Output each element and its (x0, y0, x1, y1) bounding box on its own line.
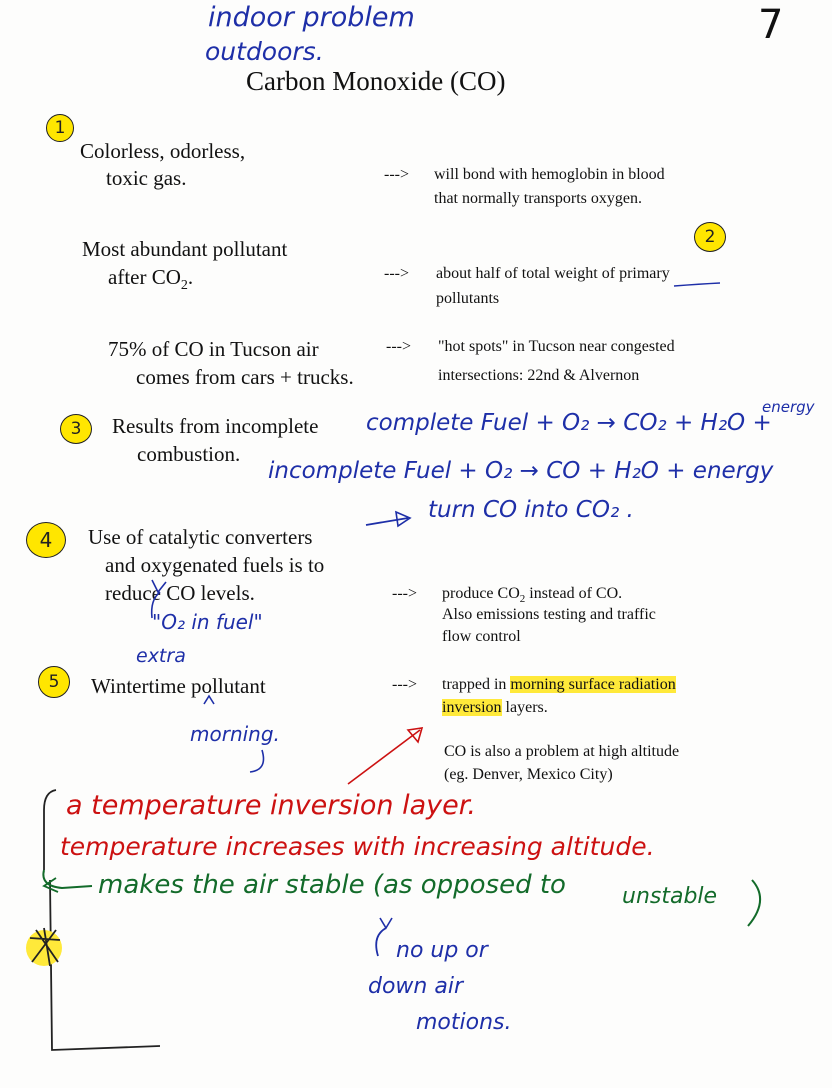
red-note-line2: temperature increases with increasing altitude. (60, 832, 655, 861)
s2-left-line2-sub: 2 (180, 278, 188, 294)
page-title: Carbon Monoxide (CO) (246, 66, 506, 96)
green-note-line: makes the air stable (as opposed to (98, 870, 566, 900)
s4-right-line1-end: instead of CO. (525, 585, 623, 602)
morning-hook (250, 750, 264, 772)
s5-right-pre: trapped in (442, 676, 511, 693)
s5-right-alt1: CO is also a problem at high altitude (444, 743, 680, 760)
s3-hand-complete: complete Fuel + O₂ → CO₂ + H₂O + (366, 410, 772, 436)
caret-morning (204, 696, 214, 704)
blue-note-2: down air (368, 974, 463, 999)
s2b-right-line1: "hot spots" in Tucson near congested (438, 338, 675, 355)
s1-arrow: ---> (384, 166, 410, 183)
s5-arrow: ---> (392, 676, 418, 693)
s4-left-line1: Use of catalytic converters (88, 525, 313, 549)
s5-right-hl2: inversion (442, 699, 502, 716)
s3-left-line1: Results from incomplete (112, 414, 319, 438)
marker-3: 3 (60, 414, 92, 444)
s3-hand-energy: energy (762, 398, 815, 416)
s1-right-line2: that normally transports oxygen. (434, 190, 642, 207)
green-note-unstable: unstable (622, 884, 718, 909)
s4-right-line2: Also emissions testing and traffic (442, 606, 656, 623)
bracket-bottom (50, 880, 160, 1050)
s5-hand-morning: morning. (190, 722, 280, 746)
red-arrow-line (348, 730, 420, 784)
s2-left-line2-text: after CO (108, 265, 181, 289)
header-note-line2: outdoors. (205, 37, 324, 66)
red-note-line1: a temperature inversion layer. (66, 790, 476, 821)
insert-arrow-oxygen (152, 592, 160, 618)
marker-4: 4 (26, 522, 66, 558)
s3-left-line2: combustion. (137, 442, 241, 466)
s2b-arrow: ---> (386, 338, 412, 355)
underline-primary (674, 283, 720, 286)
s4-arrow: ---> (392, 585, 418, 602)
s2-right-line1: about half of total weight of primary (436, 265, 670, 282)
marker-2: 2 (694, 222, 726, 252)
s5-right-alt2: (eg. Denver, Mexico City) (444, 766, 613, 783)
s4-hand-extra: extra (136, 645, 186, 667)
s4-left-line2: and oxygenated fuels is to (105, 553, 325, 577)
s4-right-line3: flow control (442, 628, 521, 645)
blue-caret (380, 918, 392, 928)
header-note-line1: indoor problem (208, 2, 415, 33)
s1-right-line1: will bond with hemoglobin in blood (434, 166, 665, 183)
s4-right-line1-text: produce CO (442, 585, 520, 602)
s2-left-line2-end: . (187, 265, 194, 289)
s4-hand-turn: turn CO into CO₂ . (428, 497, 634, 523)
s5-right-post: layers. (501, 699, 548, 716)
s2-left-line1: Most abundant pollutant (82, 237, 288, 261)
s1-left-line1: Colorless, odorless, (80, 139, 246, 163)
blue-note-1: no up or (396, 938, 488, 963)
s3-hand-incomplete: incomplete Fuel + O₂ → CO + H₂O + energy (268, 458, 774, 484)
blue-note-3: motions. (416, 1010, 512, 1035)
green-paren (748, 880, 760, 926)
s5-left-line1: Wintertime pollutant (91, 674, 266, 698)
s2b-left-line1: 75% of CO in Tucson air (108, 337, 319, 361)
blue-bracket (376, 928, 386, 956)
s4-hand-o2: "O₂ in fuel" (152, 610, 263, 634)
page-number: 7 (758, 2, 784, 48)
s5-right-hl1: morning surface radiation (510, 676, 676, 693)
s1-left-line2: toxic gas. (106, 166, 187, 190)
green-hook-arrow (43, 870, 92, 888)
insert-caret-oxygen (152, 580, 166, 592)
s2-arrow: ---> (384, 265, 410, 282)
marker-5: 5 (38, 666, 70, 698)
s4-left-line3: reduce CO levels. (105, 581, 255, 605)
s2b-left-line2: comes from cars + trucks. (136, 365, 354, 389)
marker-1: 1 (46, 114, 74, 142)
s2b-right-line2: intersections: 22nd & Alvernon (438, 367, 640, 384)
s2-right-line2: pollutants (436, 290, 500, 307)
bracket-top (44, 790, 56, 870)
s4-right-line1-sub: 2 (519, 593, 526, 606)
